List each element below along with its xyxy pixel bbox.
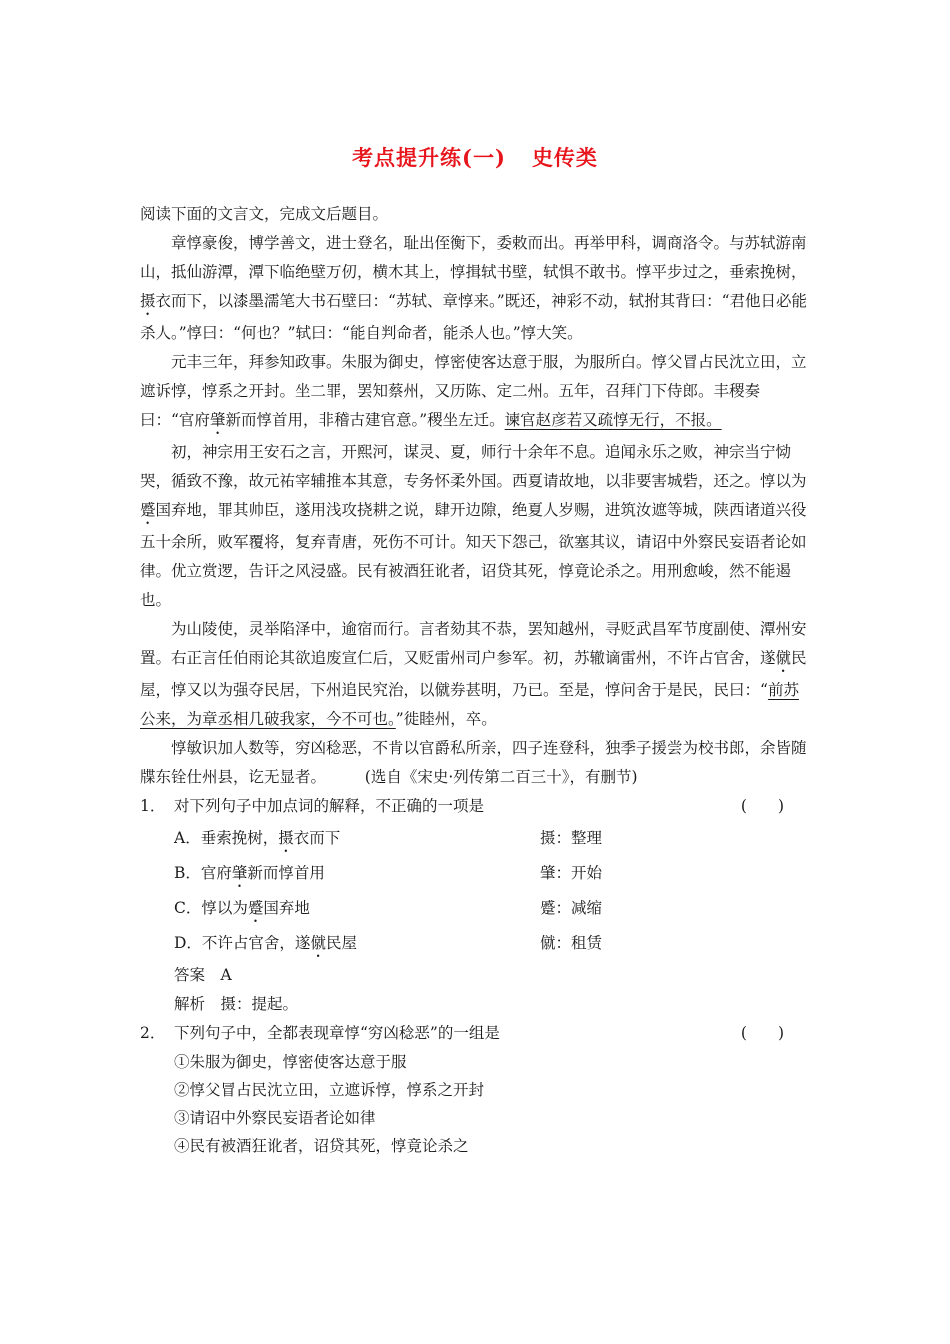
option-text: A．垂索挽树， [174,829,279,847]
question-number: 2． [140,1024,166,1042]
option-text: 民屋 [325,934,357,952]
option-d [140,926,812,961]
passage-paragraph-5 [140,734,812,792]
option-gloss: 肇：开始 [540,864,603,882]
title-sub: 史传类 [531,145,598,170]
p4-text-c: ”徙睦州，卒。 [395,710,497,728]
option-gloss: 摄：整理 [540,829,603,847]
option-text: 新而惇首用 [247,864,325,882]
passage-paragraph-3 [140,438,812,615]
question-stem: 对下列句子中加点词的解释，不正确的一项是 [174,797,485,815]
question-1 [140,792,812,821]
p3-text-b: 国弃地，罪其帅臣，遂用浅攻挠耕之说，肆开边隙，绝夏人岁赐，进筑汝遮等城，陕西诸道兴役五十余所，败军覆将，复弃青唐，死伤不可计。知天下怨己，欲塞其议，请诏中外察民妄语者论如律。优立赏逻，告讦之风浸盛。民有被酒狂讹者，诏贷其死，惇竟论杀之。用刑愈峻，然不能遏也。 [140,501,807,609]
option-a [140,821,812,856]
p1-text-a: 章惇豪俊，博学善文，进士登名，耻出侄衡下，委敕而出。再举甲科，调商洛令。与苏轼游南山，抵仙游潭，潭下临绝壁万仞，横木其上，惇揖轼书壁，轼惧不敢书。惇平步过之，垂索挽树， [140,234,807,281]
question-2 [140,1019,812,1048]
dotted-word: 僦 [775,649,792,667]
dotted-word: 肇 [209,411,226,429]
analysis-text: 解析 摄：提起。 [174,995,299,1013]
answer-blank: ( ) [740,1024,784,1042]
dotted-word: 摄 [140,292,156,310]
option-text: D．不许占官舍，遂 [174,934,311,952]
dotted-word: 蹙 [247,899,264,917]
p2-text-b: 新而惇首用，非稽古建官意。”稷坐左迁。 [225,411,505,429]
choice-item-1: ①朱服为御史，惇密使客达意于服 [174,1053,407,1071]
source-citation: (选自《宋史·列传第二百三十》，有删节) [364,768,638,786]
option-text: 国弃地 [263,899,310,917]
option-c [140,891,812,926]
underlined-sentence: 前苏公来，为章丞相几破我家，今不可也。 [140,681,799,728]
p3-text-a: 初，神宗用王安石之言，开熙河，谋灵、夏，师行十余年不息。追闻永乐之败，神宗当宁恸哭，循致不豫，故元祐宰辅推本其意，专务怀柔外国。西夏请故地，以非要害城砦，还之。惇以为 [140,443,807,490]
answer-text: 答案 A [174,966,232,984]
passage-paragraph-1 [140,229,812,348]
question-number: 1． [140,797,166,815]
p4-text-b: 民屋，惇又以为强夺民居，下州追民究治，以僦券甚明，乃已。至是，惇问舍于是民，民曰：“ [140,649,807,699]
page-title [0,142,950,172]
choice-item-2: ②惇父冒占民沈立田，立遮诉惇，惇系之开封 [174,1081,485,1099]
option-text: 衣而下 [293,829,341,847]
p2-text-a: 元丰三年，拜参知政事。朱服为御史，惇密使客达意于服，为服所白。惇父冒占民沈立田，立遮诉惇，惇系之开封。坐二罪，罢知蔡州，又历陈、定二州。五年，召拜门下侍郎。丰稷奏曰：“官府 [140,353,807,429]
option-gloss: 蹙：减缩 [540,899,603,917]
p1-text-b: 衣而下，以漆墨濡笔大书石壁曰：“苏轼、章惇来。”既还，神彩不动，轼拊其背曰：“君他日必能杀人。”惇曰：“何也？”轼曰：“能自判命者，能杀人也。”惇大笑。 [140,292,808,342]
answer-blank: ( ) [740,797,784,815]
option-text: B．官府 [174,864,232,882]
document-body [140,200,812,1160]
dotted-word: 肇 [231,864,248,882]
p4-text-a: 为山陵使，灵举陷泽中，逾宿而行。言者劾其不恭，罢知越州，寻贬武昌军节度副使、潭州安置。右正言任伯雨论其欲追废宣仁后，又贬雷州司户参军。初，苏辙谪雷州，不许占官舍，遂 [140,620,807,667]
choice-item-3: ③请诏中外察民妄语者论如律 [174,1109,376,1127]
intro-text: 阅读下面的文言文，完成文后题目。 [140,205,389,223]
question-stem: 下列句子中，全都表现章惇“穷凶稔恶”的一组是 [174,1024,500,1042]
dotted-word: 蹙 [140,501,156,519]
underlined-sentence: 谏官赵彦若又疏惇无行，不报。 [504,411,722,429]
option-text: C．惇以为 [174,899,248,917]
passage-paragraph-2 [140,348,812,438]
choice-item-4: ④民有被酒狂讹者，诏贷其死，惇竟论杀之 [174,1137,469,1155]
dotted-word: 僦 [310,934,326,952]
title-main: 考点提升练(一) [352,145,506,170]
dotted-word: 摄 [278,829,294,847]
option-b [140,856,812,891]
option-gloss: 僦：租赁 [540,934,603,952]
passage-paragraph-4 [140,615,812,734]
p5-text-a: 惇敏识加人数等，穷凶稔恶，不肯以官爵私所亲，四子连登科，独季子援尝为校书郎，余皆随牒东铨仕州县，讫无显者。 [140,739,807,786]
